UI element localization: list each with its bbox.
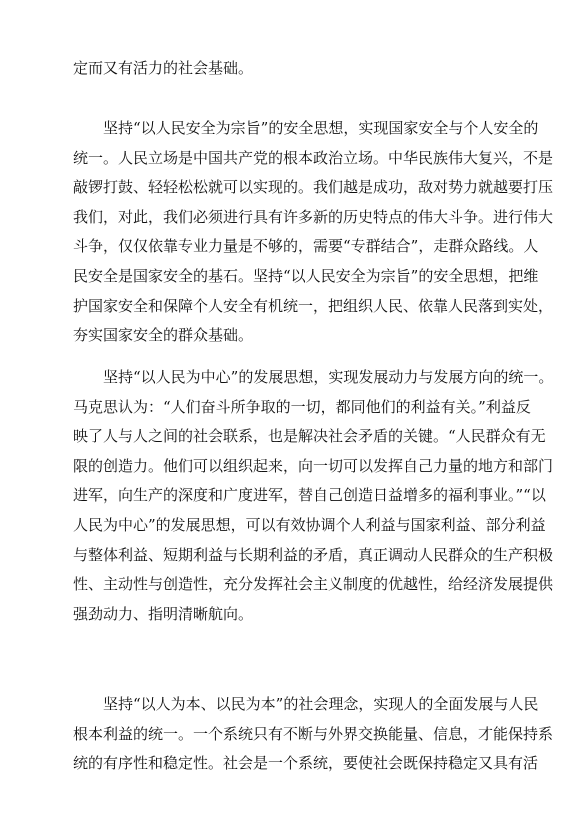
text-line: 进军，向生产的深度和广度进军，替自己创造日益增多的福利事业。”“以 xyxy=(73,486,546,505)
text-line: 人民为中心”的发展思想，可以有效协调个人利益与国家利益、部分利益 xyxy=(73,515,546,534)
text-line: 我们，对此，我们必须进行具有许多新的历史特点的伟大斗争。进行伟大 xyxy=(73,207,554,226)
text-line: 与整体利益、短期利益与长期利益的矛盾，真正调动人民群众的生产积极 xyxy=(73,545,554,564)
text-line: 映了人与人之间的社会联系，也是解决社会矛盾的关键。“人民群众有无 xyxy=(73,427,546,446)
text-line: 坚持“以人民为中心”的发展思想，实现发展动力与发展方向的统一。 xyxy=(103,368,554,386)
paragraph-people-oriented-society xyxy=(73,690,554,779)
paragraph-people-security xyxy=(73,114,554,351)
paragraph-continuation xyxy=(73,54,511,84)
paragraph-people-centered-development xyxy=(73,363,554,629)
text-line: 民安全是国家安全的基石。坚持“以人民安全为宗旨”的安全思想，把维 xyxy=(73,266,539,285)
text-line: 性、主动性与创造性，充分发挥社会主义制度的优越性，给经济发展提供 xyxy=(73,575,554,594)
text-line: 斗争，仅仅依靠专业力量是不够的，需要“专群结合”，走群众路线。人 xyxy=(73,237,539,256)
text-line: 统的有序性和稳定性。社会是一个系统，要使社会既保持稳定又具有活 xyxy=(73,754,539,773)
text-line: 限的创造力。他们可以组织起来，向一切可以发挥自己力量的地方和部门 xyxy=(73,456,554,475)
text-line: 根本利益的统一。一个系统只有不断与外界交换能量、信息，才能保持系 xyxy=(73,724,554,743)
text-line: 定而又有活力的社会基础。 xyxy=(73,59,254,77)
text-line: 强劲动力、指明清晰航向。 xyxy=(73,604,254,623)
text-line: 坚持“以人民安全为宗旨”的安全思想，实现国家安全与个人安全的 xyxy=(103,119,539,137)
text-line: 统一。人民立场是中国共产党的根本政治立场。中华民族伟大复兴，不是 xyxy=(73,148,554,167)
text-line: 护国家安全和保障个人安全有机统一，把组织人民、依靠人民落到实处， xyxy=(73,296,554,315)
text-line: 坚持“以人为本、以民为本”的社会理念，实现人的全面发展与人民 xyxy=(103,695,539,713)
text-line: 夯实国家安全的群众基础。 xyxy=(73,326,254,345)
text-line: 马克思认为：“人们奋斗所争取的一切，都同他们的利益有关。”利益反 xyxy=(73,397,531,416)
text-line: 敲锣打鼓、轻轻松松就可以实现的。我们越是成功，敌对势力就越要打压 xyxy=(73,178,554,197)
